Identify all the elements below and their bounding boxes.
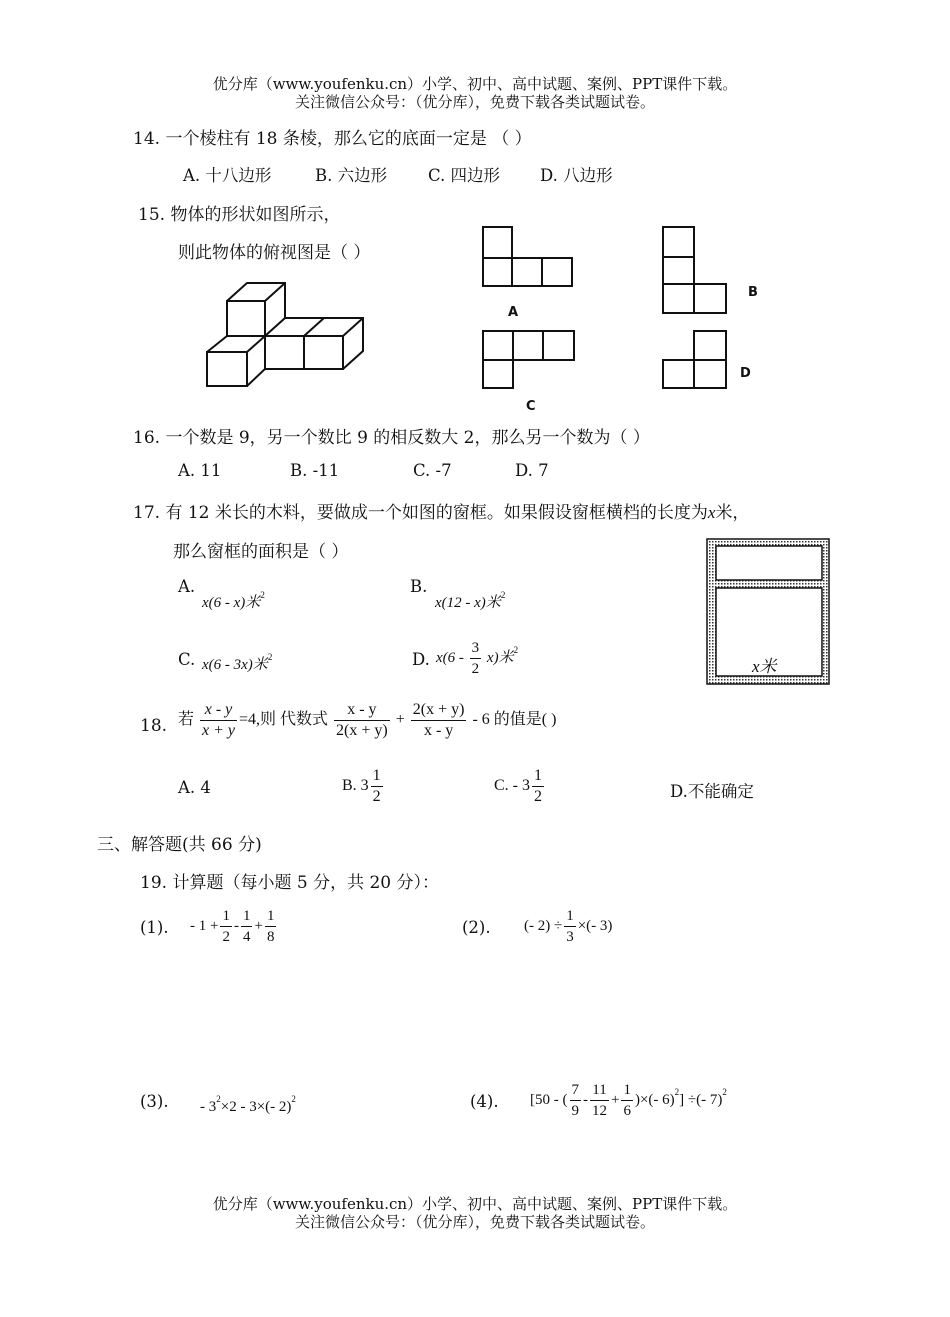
q18-option-b: B. 3 $\frac{1}{2}$ — [342, 767, 381, 805]
q17-stem-text: 17. 有 12 米长的木料，要做成一个如图的窗框。如果假设窗框横档的长度为 — [133, 503, 708, 523]
q15-stem-line2: 则此物体的俯视图是（ ） — [178, 243, 371, 263]
q14-option-d: D. 八边形 — [540, 166, 613, 185]
q19-part1-label: (1). — [140, 918, 169, 937]
cube-top-front — [227, 301, 265, 336]
q18-option-a: A. 4 — [178, 778, 211, 797]
q17-option-c-expr: x(6 - 3x)米$^2$ — [202, 652, 273, 673]
q16-option-d: D. 7 — [515, 461, 549, 480]
q17-option-d-expr: x(6 - $\frac{3}{2}$ x)米$^2$ — [436, 640, 519, 677]
q19-part2-label: (2). — [462, 918, 491, 937]
q17-stem-end: 米， — [715, 503, 750, 523]
q15-label-c: C — [526, 399, 536, 414]
q18-option-c: C. - 3 $\frac{1}{2}$ — [494, 767, 542, 805]
q17-option-b-expr: x(12 - x)米$^2$ — [435, 590, 506, 611]
header-line-1: 优分库（www.youfenku.cn）小学、初中、高中试题、案例、PPT课件下载。 — [212, 75, 738, 93]
q16-option-b: B. -11 — [290, 461, 340, 480]
q16-option-a: A. 11 — [178, 461, 222, 480]
q19-part4-label: (4). — [470, 1092, 499, 1111]
q18-option-d: D.不能确定 — [670, 782, 754, 801]
q14-option-c: C. 四边形 — [428, 166, 501, 185]
q19-part1-expr: - 1 + $\frac{1}{2}$ - $\frac{1}{4}$ + $\frac{1}{8}$ — [190, 908, 275, 945]
q17-stem-line1 — [133, 498, 749, 523]
header-line-2: 关注微信公众号：（优分库），免费下载各类试题试卷。 — [294, 93, 655, 111]
q15-view-a — [482, 226, 574, 288]
q14-option-b: B. 六边形 — [315, 166, 388, 185]
q19-part2-expr: (- 2) ÷ $\frac{1}{3}$ ×(- 3) — [524, 908, 613, 945]
q19-part3-expr: - $3^2\times 2 - 3\times(-$ 2)$^2$ — [200, 1094, 296, 1115]
q18-stem: 若 $\frac{x - y}{x + y}$ =4,则 代数式 $\frac{x - y}{2(x + y)}$ + $\frac{2(x + y)}{x - y}$ - 6 的值是( ) — [178, 701, 557, 739]
q17-option-a-expr: x(6 - x)米$^2$ — [202, 590, 265, 611]
q15-label-a: A — [508, 305, 519, 320]
section3-title: 三、解答题(共 66 分) — [97, 835, 262, 855]
q15-label-b: B — [748, 285, 758, 300]
q16-option-c: C. -7 — [413, 461, 452, 480]
footer-line-1: 优分库（www.youfenku.cn）小学、初中、高中试题、案例、PPT课件下载。 — [212, 1195, 738, 1213]
q17-option-c-label: C. — [178, 650, 196, 669]
q15-stem-line1: 15. 物体的形状如图所示， — [138, 205, 341, 225]
q19-part3-label: (3). — [140, 1092, 169, 1111]
q15-view-c — [482, 330, 576, 390]
q15-view-d — [662, 330, 728, 390]
q19-part4-expr: [50 - ( $\frac{7}{9}$ - $\frac{11}{12}$ + $\frac{1}{6}$ )×(- 6)$^2$] ÷(- 7)$^2$ — [530, 1082, 727, 1119]
footer-line-2: 关注微信公众号：（优分库），免费下载各类试题试卷。 — [294, 1213, 655, 1231]
q19-title: 19. 计算题（每小题 5 分，共 20 分）： — [140, 873, 440, 893]
q15-cube-figure — [200, 270, 370, 395]
q15-view-b — [662, 226, 728, 316]
q16-stem: 16. 一个数是 9，另一个数比 9 的相反数大 2，那么另一个数为（ ） — [133, 428, 650, 448]
q18-number: 18. — [140, 716, 168, 736]
q14-option-a: A. 十八边形 — [183, 166, 272, 185]
q17-option-a-label: A. — [178, 577, 196, 596]
q17-stem-line2: 那么窗框的面积是（ ） — [173, 542, 349, 562]
q15-label-d: D — [740, 366, 751, 381]
q14-stem: 14. 一个棱柱有 18 条棱，那么它的底面一定是 （ ） — [133, 129, 532, 149]
q17-var: x — [707, 503, 716, 522]
q17-option-b-label: B. — [410, 577, 428, 596]
q17-window-label: x米 — [752, 657, 777, 676]
q17-option-d-label: D. — [412, 650, 430, 669]
